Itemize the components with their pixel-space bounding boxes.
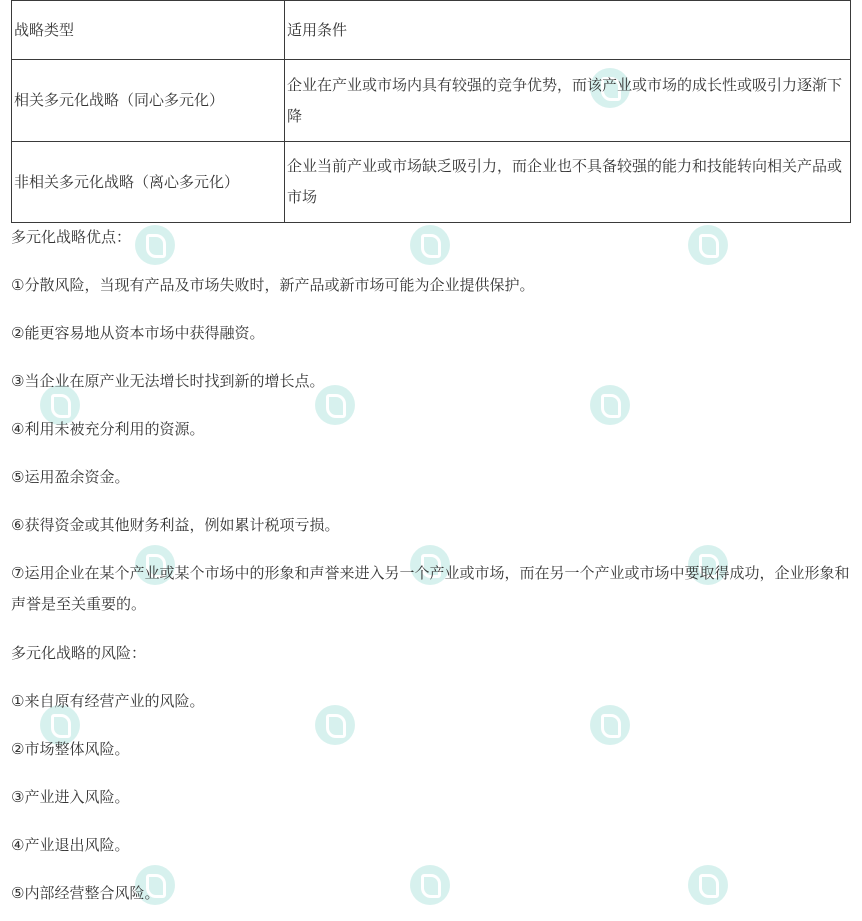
- list-item: ⑤运用盈余资金。: [11, 468, 130, 486]
- list-item: ⑤内部经营整合风险。: [11, 884, 160, 902]
- header-condition: 适用条件: [285, 1, 851, 60]
- list-item: ②能更容易地从资本市场中获得融资。: [11, 324, 265, 342]
- list-item: ①分散风险，当现有产品及市场失败时，新产品或新市场可能为企业提供保护。: [11, 276, 535, 294]
- advantages-heading: 多元化战略优点：: [11, 228, 132, 246]
- list-item: ①来自原有经营产业的风险。: [11, 692, 205, 710]
- list-item: ③产业进入风险。: [11, 788, 130, 806]
- list-item: ④利用未被充分利用的资源。: [11, 420, 205, 438]
- strategy-table: [11, 0, 851, 223]
- list-item: ④产业退出风险。: [11, 836, 130, 854]
- header-strategy-type: 战略类型: [12, 1, 285, 60]
- list-item: ⑦运用企业在某个产业或某个市场中的形象和声誉来进入另一个产业或市场，而在另一个产业或市场中要取得成功，企业形象和声誉是至关重要的。: [11, 564, 850, 613]
- condition-cell: 企业在产业或市场内具有较强的竞争优势，而该产业或市场的成长性或吸引力逐渐下降: [285, 60, 851, 142]
- table-row: [12, 60, 851, 142]
- list-item: ③当企业在原产业无法增长时找到新的增长点。: [11, 372, 325, 390]
- condition-cell: 企业当前产业或市场缺乏吸引力，而企业也不具备较强的能力和技能转向相关产品或市场: [285, 142, 851, 223]
- strategy-type-cell: 非相关多元化战略（离心多元化）: [12, 142, 285, 223]
- list-item: ⑥获得资金或其他财务利益，例如累计税项亏损。: [11, 516, 340, 534]
- table-header-row: [12, 1, 851, 60]
- risks-heading: 多元化战略的风险：: [11, 644, 147, 662]
- list-item: ②市场整体风险。: [11, 740, 130, 758]
- strategy-type-cell: 相关多元化战略（同心多元化）: [12, 60, 285, 142]
- table-row: [12, 142, 851, 223]
